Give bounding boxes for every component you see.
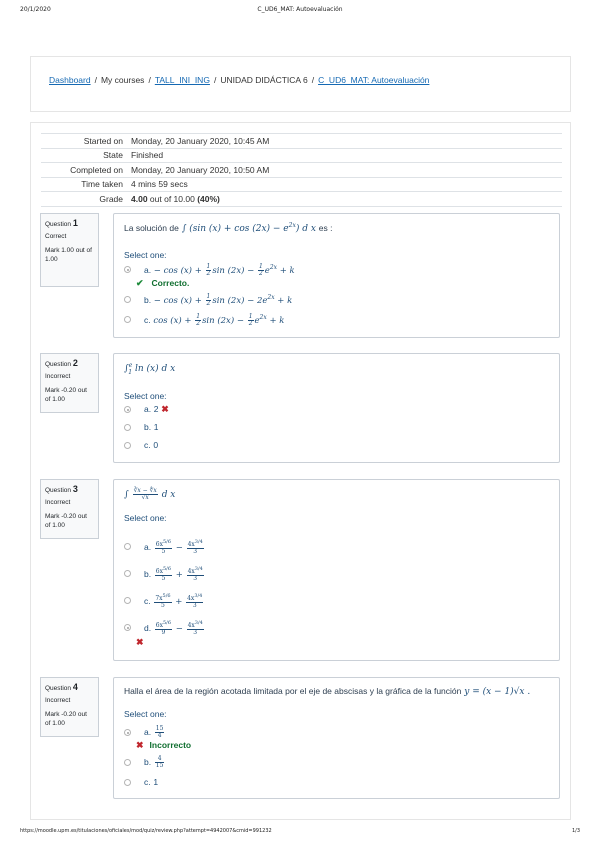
grade-out-of: out of 10.00 — [149, 193, 195, 204]
question-mark: Mark -0.20 out of 1.00 — [45, 513, 87, 530]
print-doc-title: C_UD6_MAT: Autoevaluación — [257, 6, 343, 13]
question-number-value: 3 — [72, 484, 78, 494]
breadcrumb-separator: / — [311, 75, 315, 85]
math-integral: ∫ (sin $(x) + \cos (2x) - e^{2x}$) d x — [181, 222, 316, 234]
summary-row-grade — [41, 192, 562, 207]
breadcrumb — [49, 75, 429, 85]
question-mark: Mark -0.20 out of 1.00 — [45, 387, 87, 404]
grade-score: 4.00 — [131, 193, 148, 204]
answer-feedback-incorrect — [136, 637, 144, 648]
summary-started-label: Started on — [83, 135, 123, 146]
math-integral: ∫ $\frac{∛x - ∜x}{√x}$ d x — [124, 487, 176, 501]
summary-row-time — [41, 177, 562, 192]
question-mark: Mark -0.20 out of 1.00 — [45, 711, 87, 728]
breadcrumb-separator: / — [213, 75, 217, 85]
summary-time-label: Time taken — [81, 179, 123, 190]
question-text — [124, 488, 549, 501]
summary-row-state — [41, 148, 562, 163]
question-state: Incorrect — [45, 499, 71, 506]
question-text: Halla el área de la región acotada limitada por el eje de abscisas y la gráfica de la función y = (x − 1)√x . — [124, 686, 531, 697]
breadcrumb-dashboard-link[interactable]: Dashboard — [49, 75, 91, 85]
print-page-number: 1/3 — [571, 828, 580, 834]
select-one-label: Select one: — [124, 250, 167, 260]
print-date: 20/1/2020 — [20, 6, 51, 13]
attempt-summary-table — [41, 133, 562, 207]
question-number: Question 2 — [45, 358, 78, 368]
math-definite-integral: ∫$^e_1$ ln (x) d x — [124, 362, 176, 376]
question-state: Correct — [45, 233, 67, 240]
question-mark: Mark 1.00 out of 1.00 — [45, 247, 92, 264]
question-4-info — [40, 677, 99, 737]
question-1-info — [40, 213, 99, 287]
select-one-label: Select one: — [124, 513, 167, 523]
cross-icon: ✖ — [161, 405, 169, 415]
summary-started-value: Monday, 20 January 2020, 10:45 AM — [131, 135, 270, 146]
question-state: Incorrect — [45, 373, 71, 380]
radio-button[interactable] — [124, 442, 131, 449]
question-number-value: 2 — [72, 358, 78, 368]
summary-state-value: Finished — [131, 150, 164, 161]
breadcrumb-course-link[interactable]: TALL_INI_ING — [154, 75, 210, 85]
breadcrumb-separator: / — [148, 75, 151, 85]
radio-button[interactable] — [124, 316, 131, 323]
question-text: La solución de ∫ (sin $(x) + \cos (2x) - e^{2x}$) d x es : — [124, 222, 333, 234]
summary-completed-label: Completed on — [70, 164, 123, 175]
question-number-value: 1 — [72, 218, 78, 228]
radio-button[interactable] — [124, 624, 131, 631]
select-one-label: Select one: — [124, 390, 167, 401]
question-3-info — [40, 479, 99, 539]
question-number: Question 1 — [45, 218, 78, 228]
radio-button[interactable] — [124, 543, 131, 550]
print-header — [20, 6, 580, 18]
radio-button[interactable] — [124, 570, 131, 577]
question-3-content: ∫ $\frac{∛x - ∜x}{√x}$ d x Select one: a. $\frac{6x^{5/6}}{5}$ − $\frac{4x^{3/4}}{3}$ b. $\frac{6x^{5/6}}{5}$ + $\frac{4x^{3/4}}{3}$ c. $\frac{7x^{5/6}}{5}$ + $\frac{4x^{3/4}}{3}$ d. $\frac{6x^{5/6}}{9}$ − $\frac{4x^{3/4}}{3}$ ✖ — [113, 479, 560, 661]
breadcrumb-quiz-link[interactable]: C_UD6_MAT: Autoevaluación — [318, 75, 430, 85]
print-url: https://moodle.upm.es/titulaciones/oficiales/mod/quiz/review.php?attempt=4942007&cmid=991232 — [20, 828, 272, 834]
math-function: y = (x − 1)√x . — [464, 687, 531, 697]
select-one-label: Select one: — [124, 709, 167, 719]
question-number: Question 4 — [45, 682, 78, 692]
summary-grade-label: Grade — [99, 193, 123, 204]
question-4-content: Halla el área de la región acotada limitada por el eje de abscisas y la gráfica de la función y = (x − 1)√x . Select one: a. $\frac{15}{4}$ ✖ Incorrecto b. $\frac{4}{15}$ c. 1 — [113, 677, 560, 799]
summary-time-value: 4 mins 59 secs — [131, 179, 188, 190]
breadcrumb-my-courses: My courses — [100, 75, 145, 85]
radio-button[interactable] — [124, 266, 131, 273]
radio-button[interactable] — [124, 759, 131, 766]
answer-feedback-correct: ✔ Correcto. — [136, 278, 190, 288]
question-number: Question 3 — [45, 484, 78, 494]
question-state: Incorrect — [45, 697, 71, 704]
radio-button[interactable] — [124, 406, 131, 413]
breadcrumb-unit: UNIDAD DIDÁCTICA 6 — [220, 75, 308, 85]
radio-button[interactable] — [124, 296, 131, 303]
breadcrumb-container — [30, 56, 571, 112]
cross-icon: ✖ — [136, 740, 144, 750]
radio-button[interactable] — [124, 779, 131, 786]
radio-button[interactable] — [124, 424, 131, 431]
summary-row-completed — [41, 163, 562, 178]
radio-button[interactable] — [124, 597, 131, 604]
summary-row-started — [41, 134, 562, 149]
question-text — [124, 362, 549, 376]
breadcrumb-separator: / — [94, 75, 97, 85]
question-2-info — [40, 353, 99, 413]
question-1-content: La solución de ∫ (sin $(x) + \cos (2x) - e^{2x}$) d x es : Select one: a. − cos (x) + $\frac{1}{2}$ sin (2x) − $\frac{1}{2}$ $e^{2x} + k$ ✔ Correcto. b. − cos (x) + $\frac{1}{2}$ $\sin (2x) - 2e^{2x} + k$ c. cos (x) + $\frac{1}{2}$ sin (2x) − $\frac{1}{2}$ $e^{2x} + k$ — [113, 213, 560, 338]
cross-icon: ✖ — [136, 637, 144, 647]
answer-feedback-incorrect: ✖ Incorrecto — [136, 740, 192, 750]
summary-grade-value — [131, 192, 562, 207]
summary-completed-value: Monday, 20 January 2020, 10:50 AM — [131, 164, 270, 175]
print-footer — [20, 828, 580, 838]
question-number-value: 4 — [72, 682, 78, 692]
grade-percent: (40%) — [197, 193, 220, 204]
radio-button[interactable] — [124, 729, 131, 736]
summary-state-label: State — [103, 150, 123, 161]
question-2-content: ∫$^e_1$ ln (x) d x Select one: a. 2 ✖ b. 1 c. 0 — [113, 353, 560, 463]
check-icon: ✔ — [136, 278, 144, 288]
